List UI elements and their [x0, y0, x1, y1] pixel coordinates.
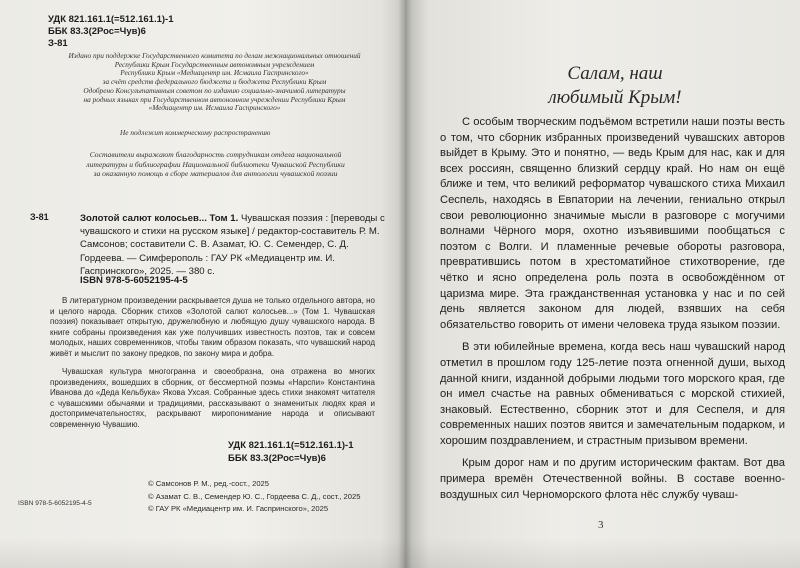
acknowledgement-line: литературы и библиографии Национальной библиотеки Чувашской Республики — [86, 159, 345, 169]
isbn-main: ISBN 978-5-6052195-4-5 — [80, 275, 188, 286]
bibliographic-record — [80, 212, 390, 278]
acknowledgement-line: за оказанную помощь в сборе материалов для антологии чувашской поэзии — [93, 169, 338, 178]
body-paragraph: Крым дорог нам и по другим историческим фактам. Вот два примера времён Отечественной войны. В составе военно-воздушных сил Черноморского флота нёс службу чуваш- — [440, 457, 785, 501]
bibliographic-title: Золотой салют колосьев... Том 1. — [80, 213, 239, 224]
page-title — [535, 62, 695, 110]
publication-note-line: за счёт средств федерального бюджета и бюджета Республики Крым — [102, 77, 327, 87]
annotation-paragraph: Чувашская культура многогранна и своеобразна, она отражена во многих произведениях, вошедших в сборник, от бессмертной поэмы «Нарспи» Константина Иванова до «Деда Кельбука» Якова Ухсая. Собранные здесь стихи знакомят читателя с чувашскими обычаями и традициями, рассказывают о знаменитых людях края и достопримечательностях, раскрывают миропонимание народа и описывают современную Чувашию. — [50, 367, 375, 429]
title-line: Салам, наш — [567, 63, 663, 84]
body-paragraph: В эти юбилейные времена, когда весь наш чувашский народ отметил в прошлом году 125-летие поэта огненной души, выход данной книги, изданной добрыми людьми того морского края, где он имел счастье на равных обмениваться с морской стихией, знаковый. Естественно, сборник этот и для Сеспеля, и для современных наших поэтов явится и замечательным подарком, и хорошим поздравлением, и страстным призывом времени. — [440, 341, 785, 447]
page-shadow — [0, 538, 800, 568]
publication-note-line: Одобрено Консультативным советом по изданию социально-значимой литературы — [83, 85, 346, 95]
code-top: З-81 — [48, 38, 68, 49]
page-number: 3 — [598, 519, 604, 531]
publication-note-line: Издано при поддержке Государственного комитета по делам межнациональных отношений — [68, 51, 361, 60]
publication-note-line: Республики Крым «Медиацентр им. Исмаила Гаспринского» — [120, 68, 309, 78]
book-code: З-81 — [30, 212, 49, 222]
udk-top: УДК 821.161.1(=512.161.1)-1 — [48, 14, 174, 25]
publication-note-line: Республики Крым Государственным автономным учреждением — [114, 59, 315, 69]
publication-note-line: «Медиацентр им. Исмаила Гаспринского» — [148, 103, 281, 113]
bbk-top: ББК 83.3(2Рос=Чув)6 — [48, 26, 146, 37]
acknowledgement — [58, 150, 373, 179]
udk-block-bottom — [228, 439, 353, 465]
body-paragraph: С особым творческим подъёмом встретили наши поэты весть о том, что сборник избранных произведений чувашских авторов выйдет в Крыму. Это и понятно, — ведь Крым для нас, как и для всех россиян, священно близкий сердцу край. Но нам он ещё ближе и тем, что великий реформатор чувашского стиха Михаил Сеспель, находясь в Евпатории на лечении, гениально открыл свои революционно значимые мысли в разговоре с могучими волнами Чёрного моря, охотно изъявившими пообщаться с поэтом с Волги. И пламенные речевые обороты разговора, превратившись потом в хрестоматийное стихотворение, где чётко и ясно определена роль поэта в освобождённом от царизма мире. Эта гражданственная установка у нас и по сей день является законом для людей, взявших на себя обязательство говорить от имени человека труда языком поэзии. — [440, 116, 785, 331]
copyright-line: © Азамат С. В., Семендер Ю. С., Гордеева С. Д., сост., 2025 — [148, 491, 361, 501]
bbk-bottom: ББК 83.3(2Рос=Чув)6 — [228, 453, 326, 464]
title-line: любимый Крым! — [548, 87, 682, 108]
udk-bottom: УДК 821.161.1(=512.161.1)-1 — [228, 440, 354, 451]
publication-note — [62, 52, 367, 113]
copyright-block — [148, 478, 360, 516]
bibliographic-details: Чувашская поэзия : [переводы с чувашского и стихи на русском языке] / редактор-составитель Р. М. Самсонов; составители С. В. Азамат, Ю. С. Семендер, С. Д. Гордеева. — Симферополь : ГАУ РК «Медиацентр им. И. Гаспринского», 2025. — 380 с. — [80, 213, 385, 277]
isbn-small: ISBN 978-5-6052195-4-5 — [18, 500, 92, 507]
acknowledgement-line: Составители выражают благодарность сотрудникам отдела национальной — [89, 150, 342, 159]
body-text — [440, 115, 785, 503]
copyright-line: © ГАУ РК «Медиацентр им. И. Гаспринского», 2025 — [148, 504, 329, 513]
not-commercial-note: Не подлежит коммерческому распространению — [120, 128, 271, 137]
publication-note-line: на родных языках при Государственном автономном учреждении Республики Крым — [83, 94, 346, 104]
annotation — [50, 296, 375, 430]
annotation-paragraph: В литературном произведении раскрывается душа не только отдельного автора, но и целого народа. Сборник стихов «Золотой салют колосьев...» (Том 1. Чувашская поэзия) показывает открытую, дружелюбную и любящую душу чувашского народа. В книге собраны произведения как уже получивших известность поэтов, так и совсем молодых, наших современников, чтобы таким образом показать, что чувашский народ живёт и мыслит по закону предков, по закону мира и добра. — [50, 296, 375, 358]
book-gutter — [398, 0, 412, 568]
copyright-line: © Самсонов Р. М., ред.-сост., 2025 — [148, 479, 269, 488]
udk-block-top — [48, 14, 173, 50]
